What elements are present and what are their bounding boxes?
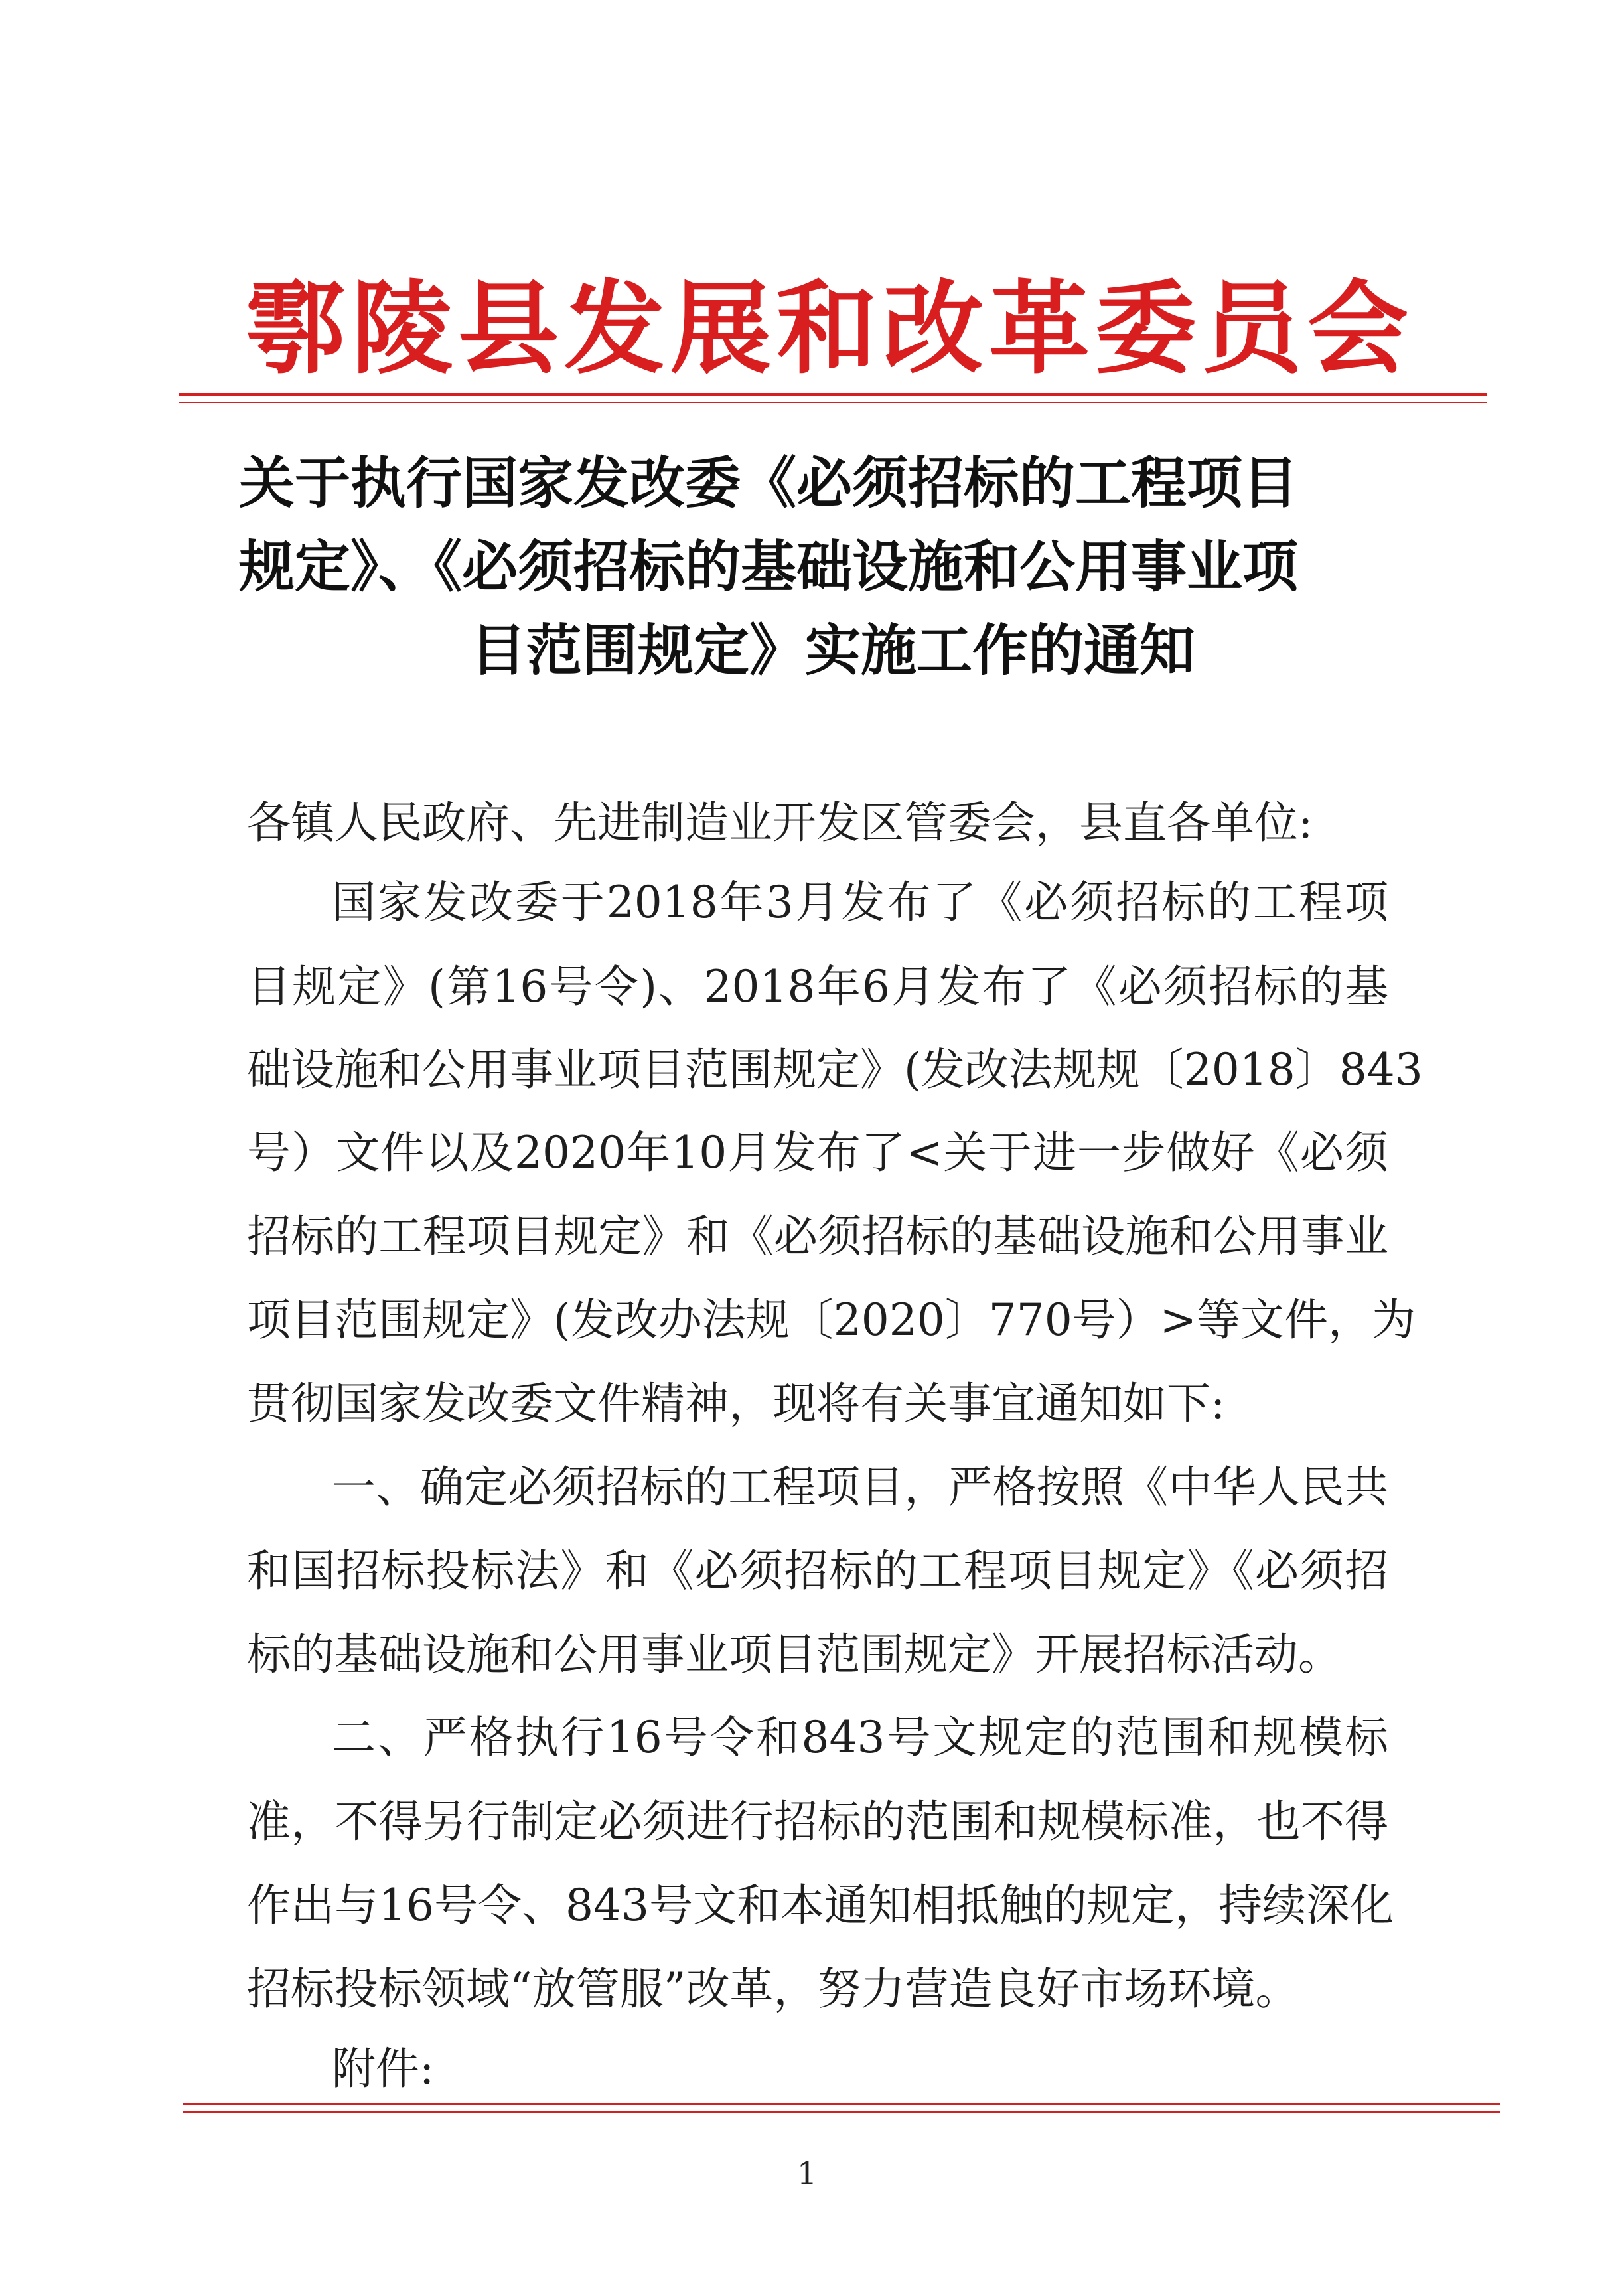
paragraph-line: 贯彻国家发改委文件精神，现将有关事宜通知如下: <box>247 1378 1226 1429</box>
document-title-line: 规定》、《必须招标的基础设施和公用事业项 <box>239 534 1299 599</box>
paragraph-line: 项目范围规定》(发改办法规〔2020〕770号）>等文件，为 <box>247 1294 1416 1345</box>
paragraph-line: 招标的工程项目规定》和《必须招标的基础设施和公用事业 <box>247 1211 1388 1262</box>
header-red-rule-thin <box>179 402 1487 403</box>
footer-red-rule-thick <box>183 2103 1500 2105</box>
salutation: 各镇人民政府、先进制造业开发区管委会，县直各单位: <box>247 797 1313 848</box>
paragraph-line: 号）文件以及2020年10月发布了<关于进一步做好《必须 <box>247 1127 1388 1178</box>
page-number: 1 <box>796 2155 818 2192</box>
footer-red-rule-thin <box>183 2111 1500 2113</box>
header-red-rule-thick <box>179 393 1487 396</box>
paragraph-line: 准，不得另行制定必须进行招标的范围和规模标准，也不得 <box>247 1796 1388 1847</box>
paragraph-line: 和国招标投标法》和《必须招标的工程项目规定》《必须招 <box>247 1545 1388 1596</box>
issuing-authority-header: 鄠陵县发展和改革委员会 <box>246 269 1414 388</box>
document-title <box>239 441 1427 692</box>
document-title-line: 目范围规定》实施工作的通知 <box>470 617 1195 683</box>
paragraph-line: 础设施和公用事业项目范围规定》(发改法规规〔2018〕843 <box>247 1044 1423 1095</box>
paragraph-line: 标的基础设施和公用事业项目范围规定》开展招标活动。 <box>247 1629 1342 1680</box>
document-title-line: 关于执行国家发改委《必须招标的工程项目 <box>239 450 1299 516</box>
paragraph-line: 二、严格执行16号令和843号文规定的范围和规模标 <box>332 1712 1388 1763</box>
paragraph-line: 目规定》(第16号令)、2018年6月发布了《必须招标的基 <box>247 961 1388 1012</box>
paragraph-line: 一、确定必须招标的工程项目，严格按照《中华人民共 <box>332 1462 1388 1513</box>
paragraph-line: 国家发改委于2018年3月发布了《必须招标的工程项 <box>332 877 1388 928</box>
paragraph-line: 招标投标领域“放管服”改革，努力营造良好市场环境。 <box>247 1963 1299 2015</box>
paragraph-line: 作出与16号令、843号文和本通知相抵触的规定，持续深化 <box>247 1880 1394 1931</box>
attachment-label: 附件: <box>332 2043 435 2094</box>
